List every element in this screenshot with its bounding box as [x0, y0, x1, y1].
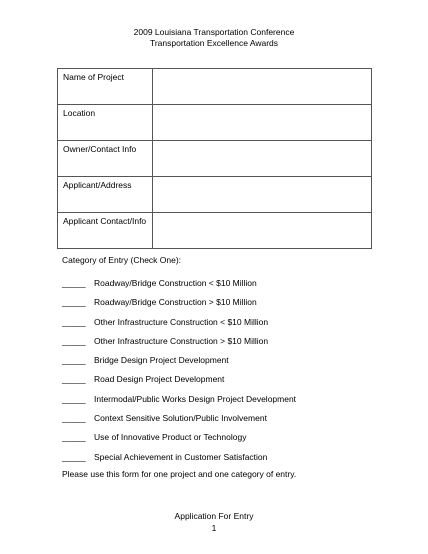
check-blank[interactable]: _____	[62, 316, 86, 327]
form-field-applicant-address[interactable]	[153, 177, 372, 213]
header-conference-title: 2009 Louisiana Transportation Conference	[133, 27, 295, 37]
category-entry[interactable]	[62, 297, 392, 316]
check-blank[interactable]: _____	[62, 393, 86, 404]
category-entry[interactable]	[62, 317, 392, 336]
form-label-location: Location	[58, 105, 153, 141]
form-row-name-of-project	[58, 69, 372, 105]
check-blank[interactable]: _____	[62, 374, 86, 385]
check-blank[interactable]: _____	[62, 278, 86, 288]
check-blank[interactable]: _____	[62, 297, 86, 308]
instruction-note: Please use this form for one project and one category of entry.	[62, 469, 297, 479]
category-entry-label: Other Infrastructure Construction > $10 Million	[94, 335, 269, 346]
form-row-applicant-address	[58, 177, 372, 213]
check-blank[interactable]: _____	[62, 335, 86, 346]
footer-title: Application For Entry	[174, 511, 254, 521]
category-entry-label: Intermodal/Public Works Design Project Development	[94, 393, 297, 404]
header-awards-title: Transportation Excellence Awards	[149, 38, 279, 48]
category-entry-label: Special Achievement in Customer Satisfaction	[94, 451, 268, 462]
page-number: 1	[211, 523, 217, 533]
form-field-applicant-contact[interactable]	[153, 213, 372, 249]
document-header	[0, 27, 428, 49]
category-entry-label: Road Design Project Development	[94, 374, 225, 385]
check-blank[interactable]: _____	[62, 432, 86, 443]
check-blank[interactable]: _____	[62, 413, 86, 424]
category-entry-label: Roadway/Bridge Construction < $10 Million	[94, 278, 257, 288]
category-entry-label: Bridge Design Project Development	[94, 355, 229, 366]
form-row-applicant-contact	[58, 213, 372, 249]
category-entry-label: Roadway/Bridge Construction > $10 Million	[94, 297, 257, 308]
form-row-location	[58, 105, 372, 141]
form-field-owner-contact[interactable]	[153, 141, 372, 177]
form-label-name-of-project: Name of Project	[58, 69, 153, 105]
category-entry-label: Context Sensitive Solution/Public Involvement	[94, 413, 267, 424]
category-entry[interactable]	[62, 355, 392, 374]
form-field-location[interactable]	[153, 105, 372, 141]
category-entry[interactable]	[62, 394, 392, 413]
category-entry[interactable]	[62, 336, 392, 355]
document-footer	[0, 510, 428, 534]
form-label-applicant-contact: Applicant Contact/Info	[58, 213, 153, 249]
category-entry[interactable]	[62, 278, 392, 297]
check-blank[interactable]: _____	[62, 451, 86, 462]
form-label-owner-contact: Owner/Contact Info	[58, 141, 153, 177]
form-label-applicant-address: Applicant/Address	[58, 177, 153, 213]
form-row-owner-contact	[58, 141, 372, 177]
form-field-name-of-project[interactable]	[153, 69, 372, 105]
category-entry[interactable]	[62, 432, 392, 451]
category-title: Category of Entry (Check One):	[62, 255, 182, 265]
category-entry-label: Other Infrastructure Construction < $10 Million	[94, 316, 269, 327]
check-blank[interactable]: _____	[62, 355, 86, 366]
project-info-table	[57, 68, 372, 249]
category-entry[interactable]	[62, 374, 392, 393]
category-entry-label: Use of Innovative Product or Technology	[94, 432, 247, 443]
category-entry[interactable]	[62, 413, 392, 432]
category-entry-list	[62, 278, 392, 471]
